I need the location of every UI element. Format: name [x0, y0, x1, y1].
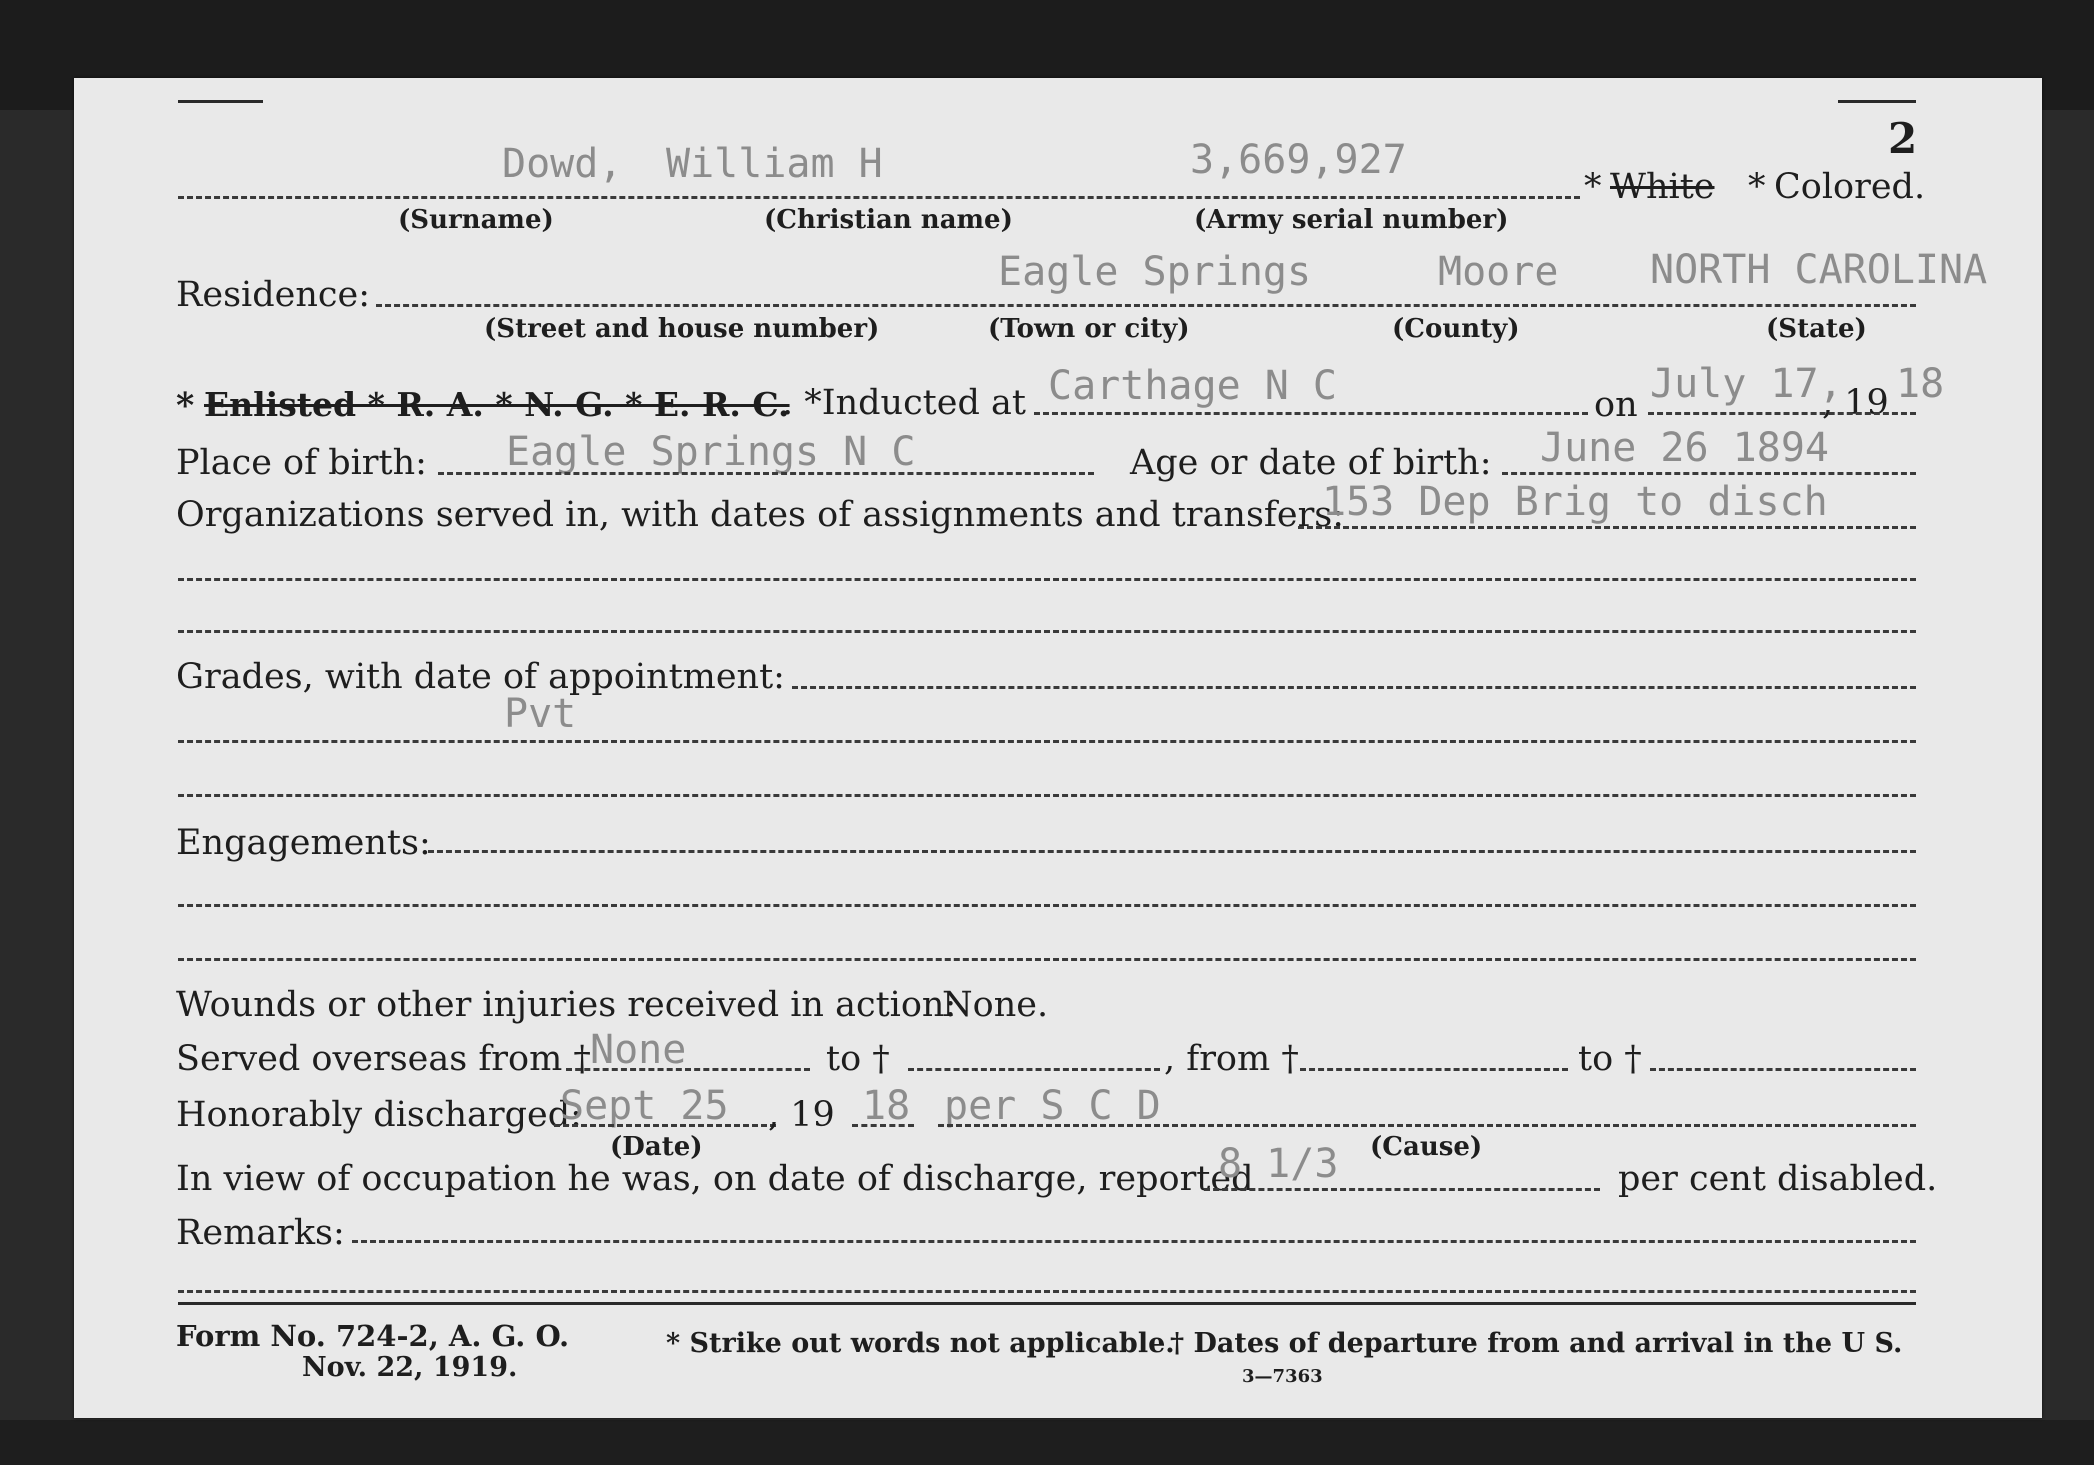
race-colored: Colored. [1774, 167, 1926, 207]
engagements-line-2 [178, 904, 1916, 907]
organizations-label: Organizations served in, with dates of assignments and transfers: [176, 495, 1345, 535]
engagements-line-1 [428, 850, 1916, 853]
top-left-rule [178, 100, 263, 103]
grades-line-1 [792, 686, 1916, 689]
discharge-cause-line [938, 1124, 1916, 1127]
inducted-year-value: 18 [1896, 361, 1945, 407]
grades-line-3 [178, 794, 1916, 797]
date-caption: (Date) [610, 1132, 703, 1162]
organizations-line-2 [178, 578, 1916, 581]
enlist-asterisk: * [176, 385, 195, 426]
residence-town-value: Eagle Springs [998, 249, 1312, 295]
remarks-label: Remarks: [176, 1213, 345, 1253]
top-right-rule [1838, 100, 1916, 103]
form-number: Form No. 724-2, A. G. O. [176, 1319, 570, 1353]
wounds-value: None. [942, 985, 1049, 1025]
grade-value: Pvt [504, 691, 577, 737]
surname-caption: (Surname) [398, 205, 554, 235]
percent-line [1204, 1188, 1600, 1191]
percent-disabled-label: per cent disabled. [1618, 1159, 1938, 1199]
date-of-birth-value: June 26 1894 [1540, 425, 1829, 471]
inducted-label: . *Inducted at [782, 383, 1026, 423]
percent-disabled-value: 8 1/3 [1218, 1141, 1339, 1187]
overseas-to2-label: to † [1578, 1039, 1642, 1079]
print-code: 3—7363 [1242, 1366, 1323, 1387]
occupation-label: In view of occupation he was, on date of discharge, reported [176, 1159, 1254, 1199]
organizations-line-3 [178, 630, 1916, 633]
honorably-discharged-label: Honorably discharged: [176, 1095, 582, 1135]
engagements-label: Engagements: [176, 823, 431, 863]
residence-label: Residence: [176, 275, 370, 315]
christian-name-value: William H [666, 141, 883, 187]
discharge-date-line [554, 1124, 776, 1127]
enlistment-types-struck: Enlisted * R. A. * N. G. * E. R. C. [204, 385, 790, 424]
discharge-cause-value: per S C D [944, 1083, 1161, 1129]
grades-line-2 [178, 740, 1916, 743]
nineteen-label: , 19 [1822, 383, 1889, 423]
serial-caption: (Army serial number) [1194, 205, 1509, 235]
town-caption: (Town or city) [988, 314, 1190, 344]
discharge-year-line [852, 1124, 914, 1127]
overseas-from2-line [1300, 1068, 1568, 1071]
overseas-from-value: None [590, 1027, 687, 1073]
county-caption: (County) [1392, 314, 1520, 344]
christian-name-caption: (Christian name) [764, 205, 1013, 235]
remarks-line-1 [352, 1240, 1916, 1243]
on-label: on [1594, 385, 1638, 425]
served-overseas-label: Served overseas from † [176, 1039, 591, 1079]
cause-caption: (Cause) [1370, 1132, 1483, 1162]
form-date: Nov. 22, 1919. [302, 1352, 518, 1383]
discharge-year-value: 18 [862, 1083, 911, 1129]
inducted-at-value: Carthage N C [1048, 363, 1337, 409]
overseas-to2-line [1650, 1068, 1916, 1071]
discharge-nineteen: , 19 [768, 1095, 835, 1135]
place-of-birth-value: Eagle Springs N C [506, 429, 916, 475]
race-white: White [1610, 167, 1715, 207]
remarks-line-2 [178, 1290, 1916, 1293]
footer-rule [178, 1302, 1916, 1305]
surname-value: Dowd, [502, 141, 623, 187]
race-asterisk: * [1584, 167, 1602, 207]
engagements-line-3 [178, 958, 1916, 961]
state-caption: (State) [1766, 314, 1867, 344]
place-of-birth-line [438, 472, 1094, 475]
grades-label: Grades, with date of appointment: [176, 657, 785, 697]
overseas-from2-label: , from † [1164, 1039, 1299, 1079]
scan-background-bottom [0, 1420, 2094, 1465]
overseas-to-line [908, 1068, 1160, 1071]
age-dob-label: Age or date of birth: [1130, 443, 1492, 483]
dates-note: † Dates of departure from and arrival in the U S. [1170, 1328, 1903, 1359]
wounds-label: Wounds or other injuries received in action: [176, 985, 957, 1025]
race-asterisk-2: * [1748, 167, 1766, 207]
residence-state-value: NORTH CAROLINA [1650, 247, 1988, 293]
name-line [178, 196, 1580, 199]
discharge-date-value: Sept 25 [560, 1083, 729, 1129]
inducted-on-line [1648, 412, 1916, 415]
overseas-to-label: to † [826, 1039, 890, 1079]
place-of-birth-label: Place of birth: [176, 443, 427, 483]
card-number: 2 [1888, 114, 1918, 163]
organizations-value: 153 Dep Brig to disch [1322, 479, 1828, 525]
street-caption: (Street and house number) [484, 314, 880, 344]
residence-county-value: Moore [1438, 249, 1559, 295]
residence-line [376, 304, 1916, 307]
strike-note: * Strike out words not applicable. [666, 1328, 1175, 1359]
inducted-on-value: July 17, [1650, 361, 1843, 407]
organizations-line-1 [1298, 526, 1916, 529]
overseas-from-line [566, 1068, 810, 1071]
dob-line [1502, 472, 1916, 475]
serial-number-value: 3,669,927 [1190, 137, 1407, 183]
inducted-at-line [1034, 412, 1588, 415]
